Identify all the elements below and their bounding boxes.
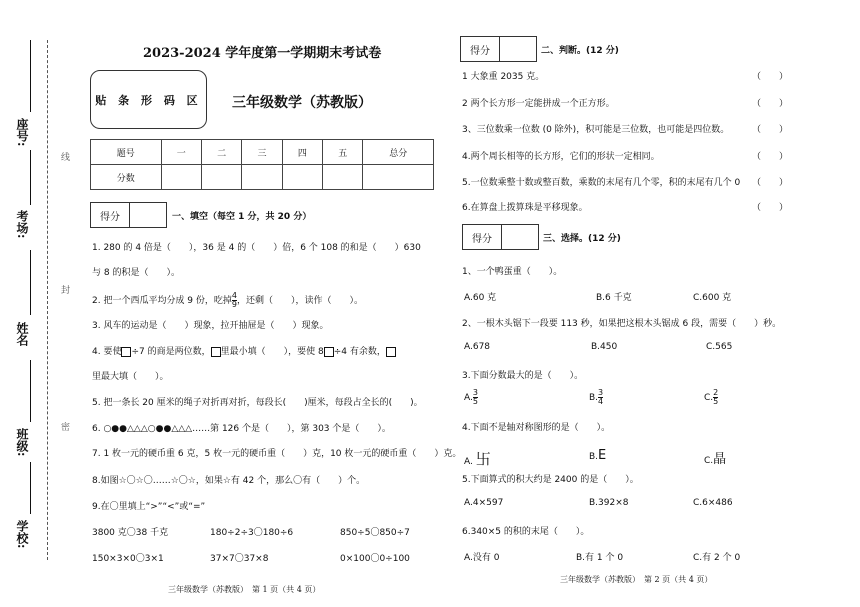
room-blank [30,150,32,205]
choice-option[interactable]: A.678 [464,342,491,352]
jing-character-icon: 晶 [713,452,727,467]
choice-option[interactable]: B.392×8 [589,498,629,508]
choice-option[interactable]: B.E [589,448,607,463]
score-table [90,139,434,190]
choice-option[interactable]: C.有 2 个 0 [693,553,741,563]
score-cell[interactable] [201,165,241,190]
choice-question: 2、一根木头锯下一段要 113 秒，如果把这根木头锯成 6 段，需要（ ）秒。 [462,319,782,329]
judge-paren[interactable]: （ ） [752,125,789,135]
judge-paren[interactable]: （ ） [752,99,789,109]
score-cell[interactable] [282,165,322,190]
section2-scorebox [460,36,537,62]
choice-question: 6.340×5 的积的末尾（ ）。 [462,527,590,537]
compare-item: 37×7〇37×8 [210,554,269,564]
blank-square-icon [211,347,221,357]
question-7: 7. 1 枚一元的硬币重 6 克，5 枚一元的硬币重（ ）克，10 枚一元的硬币重（ ）克。 [92,449,462,459]
section2-title: 二、判断。(12 分) [541,46,619,56]
score-header-cell: 三 [242,140,282,165]
score-header-cell: 题号 [91,140,162,165]
seat-label: 座号: [15,118,29,147]
choice-option[interactable]: A.60 克 [464,293,497,303]
judge-item: 6.在算盘上拨算珠是平移现象。 [462,203,588,213]
choice-question: 3.下面分数最大的是（ ）。 [462,371,584,381]
judge-item: 1 大象重 2035 克。 [462,72,545,82]
class-blank [30,360,32,422]
choice-option[interactable]: C.晶 [704,452,727,467]
binding-line [47,40,48,560]
section3-title: 三、选择。(12 分) [543,234,621,244]
compare-item: 0×100〇0÷100 [340,554,410,564]
score-blank[interactable] [130,203,166,227]
judge-item: 5.一位数乘整十数或整百数，乘数的末尾有几个零，积的末尾有几个 0 [462,178,741,188]
score-row-label: 分数 [91,165,162,190]
section1-title: 一、填空（每空 1 分，共 20 分） [172,212,312,222]
score-cell[interactable] [363,165,434,190]
question-4a: 4. 要使 ÷7 的商是两位数， 里最小填（ ），要使 8 ÷4 有余数， [92,344,396,357]
choice-question: 5.下面算式的积大约是 2400 的是（ ）。 [462,475,639,485]
score-label: 得分 [463,225,502,249]
seal-mark-secret: 密 [61,423,71,433]
blank-square-icon [121,347,131,357]
compare-item: 180÷2÷3〇180÷6 [210,528,294,538]
judge-paren[interactable]: （ ） [752,152,789,162]
choice-option[interactable]: B.有 1 个 0 [576,553,624,563]
question-4b: 里最大填（ ）。 [92,372,169,382]
compare-item: 150×3×0〇3×1 [92,554,164,564]
judge-item: 3、三位数乘一位数 (0 除外)，积可能是三位数，也可能是四位数。 [462,125,730,135]
choice-option[interactable]: C.6×486 [693,498,733,508]
seal-mark-seal: 封 [61,286,71,296]
question-2: 2. 把一个西瓜平均分成 9 份，吃掉 $\frac{4}{9}$ ，还剩（ ），读作（ ）。 [92,291,364,309]
question-9: 9.在〇里填上“>”“<”或“=” [92,502,206,512]
choice-option[interactable]: A.4×597 [464,498,504,508]
blank-square-icon [324,347,334,357]
exam-subtitle: 三年级数学（苏教版） [232,95,372,111]
school-label: 学校: [15,520,29,549]
score-blank[interactable] [502,225,538,249]
page-footer-right: 三年级数学（苏教版） 第 2 页（共 4 页） [560,575,713,584]
question-3: 3. 风车的运动是（ ）现象，拉开抽屉是（ ）现象。 [92,321,329,331]
class-label: 班级: [15,428,29,457]
score-table-row [91,165,434,190]
score-blank[interactable] [500,37,536,61]
score-label: 得分 [91,203,130,227]
score-header-cell: 五 [323,140,363,165]
seat-blank [30,40,32,112]
page-footer-left: 三年级数学（苏教版） 第 1 页（共 4 页） [168,585,321,594]
score-cell[interactable] [242,165,282,190]
choice-option[interactable]: B.450 [591,342,618,352]
fraction: $\frac{3}{4}$ [598,388,604,406]
choice-option[interactable]: C.600 克 [693,293,732,303]
judge-paren[interactable]: （ ） [752,72,789,82]
judge-item: 4.两个周长相等的长方形，它们的形状一定相同。 [462,152,660,162]
room-label: 考场: [15,210,29,239]
compare-item: 3800 克〇38 千克 [92,528,169,538]
choice-option[interactable]: A. 卐 [464,450,491,468]
score-header-cell: 总分 [363,140,434,165]
question-1b: 与 8 的积是（ ）。 [92,268,180,278]
judge-item: 2 两个长方形一定能拼成一个正方形。 [462,99,615,109]
choice-option[interactable]: C.565 [706,342,733,352]
section1-scorebox [90,202,167,228]
question-8: 8.如图☆〇☆〇……☆〇☆，如果☆有 42 个，那么〇有（ ）个。 [92,476,366,486]
choice-option[interactable]: C. $\frac{2}{5}$ [704,388,719,406]
score-table-header [91,140,434,165]
question-5: 5. 把一条长 20 厘米的绳子对折再对折，每段长( )厘米，每段占全长的( )。 [92,398,423,408]
fraction-four-ninths: $\frac{4}{9}$ [231,291,237,309]
score-label: 得分 [461,37,500,61]
blank-square-icon [386,347,396,357]
question-1a: 1. 280 的 4 倍是（ ），36 是 4 的（ ）倍，6 个 108 的和是（ ）630 [92,243,421,253]
fraction: $\frac{3}{5}$ [472,388,478,406]
name-label: 姓名 [15,322,29,346]
seal-mark-line: 线 [61,153,71,163]
score-cell[interactable] [323,165,363,190]
school-blank [30,462,32,514]
swastika-symbol-icon: 卐 [475,450,491,468]
judge-paren[interactable]: （ ） [752,178,789,188]
letter-e-icon: E [598,448,607,463]
score-header-cell: 一 [161,140,201,165]
exam-title: 2023-2024 学年度第一学期期末考试卷 [143,46,382,61]
question-6: 6. ○●●△△△○●●△△△……第 126 个是（ ），第 303 个是（ ）。 [92,424,391,434]
choice-question: 4.下面不是轴对称图形的是（ ）。 [462,423,611,433]
name-blank [30,250,32,315]
judge-paren[interactable]: （ ） [752,203,789,213]
score-header-cell: 二 [201,140,241,165]
score-cell[interactable] [161,165,201,190]
fraction: $\frac{2}{5}$ [713,388,719,406]
section3-scorebox [462,224,539,250]
compare-item: 850÷5〇850÷7 [340,528,410,538]
choice-option[interactable]: A.没有 0 [464,553,500,563]
choice-option[interactable]: A. $\frac{3}{5}$ [464,388,478,406]
score-header-cell: 四 [282,140,322,165]
choice-option[interactable]: B. $\frac{3}{4}$ [589,388,604,406]
choice-question: 1、一个鸭蛋重（ ）。 [462,267,563,277]
choice-option[interactable]: B.6 千克 [596,293,632,303]
barcode-area: 贴 条 形 码 区 [90,70,207,129]
